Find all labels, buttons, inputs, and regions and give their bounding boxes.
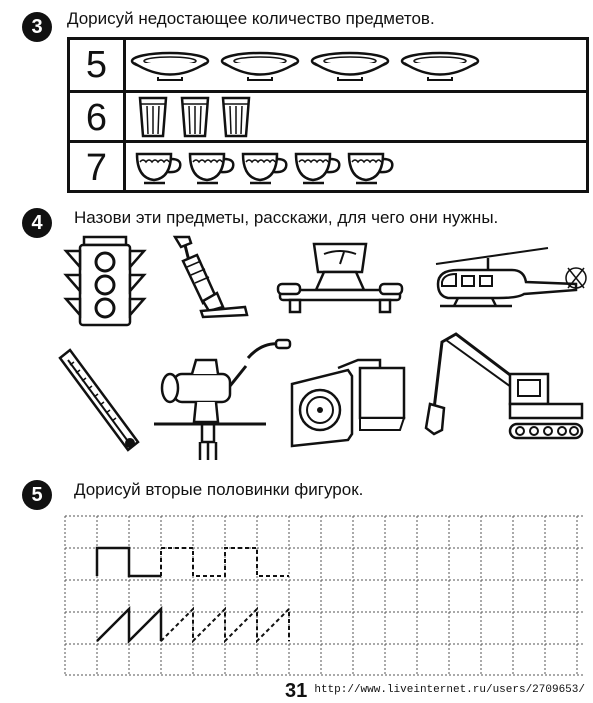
plate-icon bbox=[130, 52, 210, 82]
meander-solid-half bbox=[97, 548, 161, 576]
zigzag-solid-half bbox=[97, 609, 161, 641]
watermark: http://www.liveinternet.ru/users/2709653/ bbox=[314, 684, 585, 696]
page-number: 31 bbox=[285, 680, 308, 702]
cup-icon bbox=[187, 150, 237, 186]
count-number: 6 bbox=[70, 93, 126, 143]
count-number: 7 bbox=[70, 143, 126, 193]
traffic-light-icon bbox=[62, 235, 148, 327]
plate-icon bbox=[310, 52, 390, 82]
glass-icon bbox=[138, 96, 168, 138]
meat-grinder-icon bbox=[152, 338, 292, 464]
projector-icon bbox=[288, 356, 408, 452]
task-5-number-badge: 5 bbox=[22, 480, 52, 510]
meander-dashed-guide bbox=[161, 548, 289, 576]
count-number: 5 bbox=[70, 40, 126, 90]
plate-icon bbox=[400, 52, 480, 82]
glass-icon bbox=[221, 96, 251, 138]
task-3-number-badge: 3 bbox=[22, 12, 52, 42]
cup-icon bbox=[134, 150, 184, 186]
cup-icon bbox=[346, 150, 396, 186]
helicopter-icon bbox=[428, 240, 586, 310]
cup-icon bbox=[240, 150, 290, 186]
plate-icon bbox=[220, 52, 300, 82]
task-4-instruction: Назови эти предметы, расскажи, для чего они нужны. bbox=[74, 208, 499, 227]
task-5-instruction: Дорисуй вторые половинки фигурок. bbox=[74, 480, 364, 499]
vacuum-cleaner-icon bbox=[165, 233, 255, 321]
task-3-instruction: Дорисуй недостающее количество предметов. bbox=[67, 9, 435, 28]
cup-icon bbox=[293, 150, 343, 186]
task-4-number-badge: 4 bbox=[22, 208, 52, 238]
excavator-icon bbox=[424, 330, 586, 442]
glass-icon bbox=[180, 96, 210, 138]
dotted-grid bbox=[64, 515, 586, 676]
thermometer-icon bbox=[58, 348, 142, 454]
scale-icon bbox=[274, 240, 406, 320]
